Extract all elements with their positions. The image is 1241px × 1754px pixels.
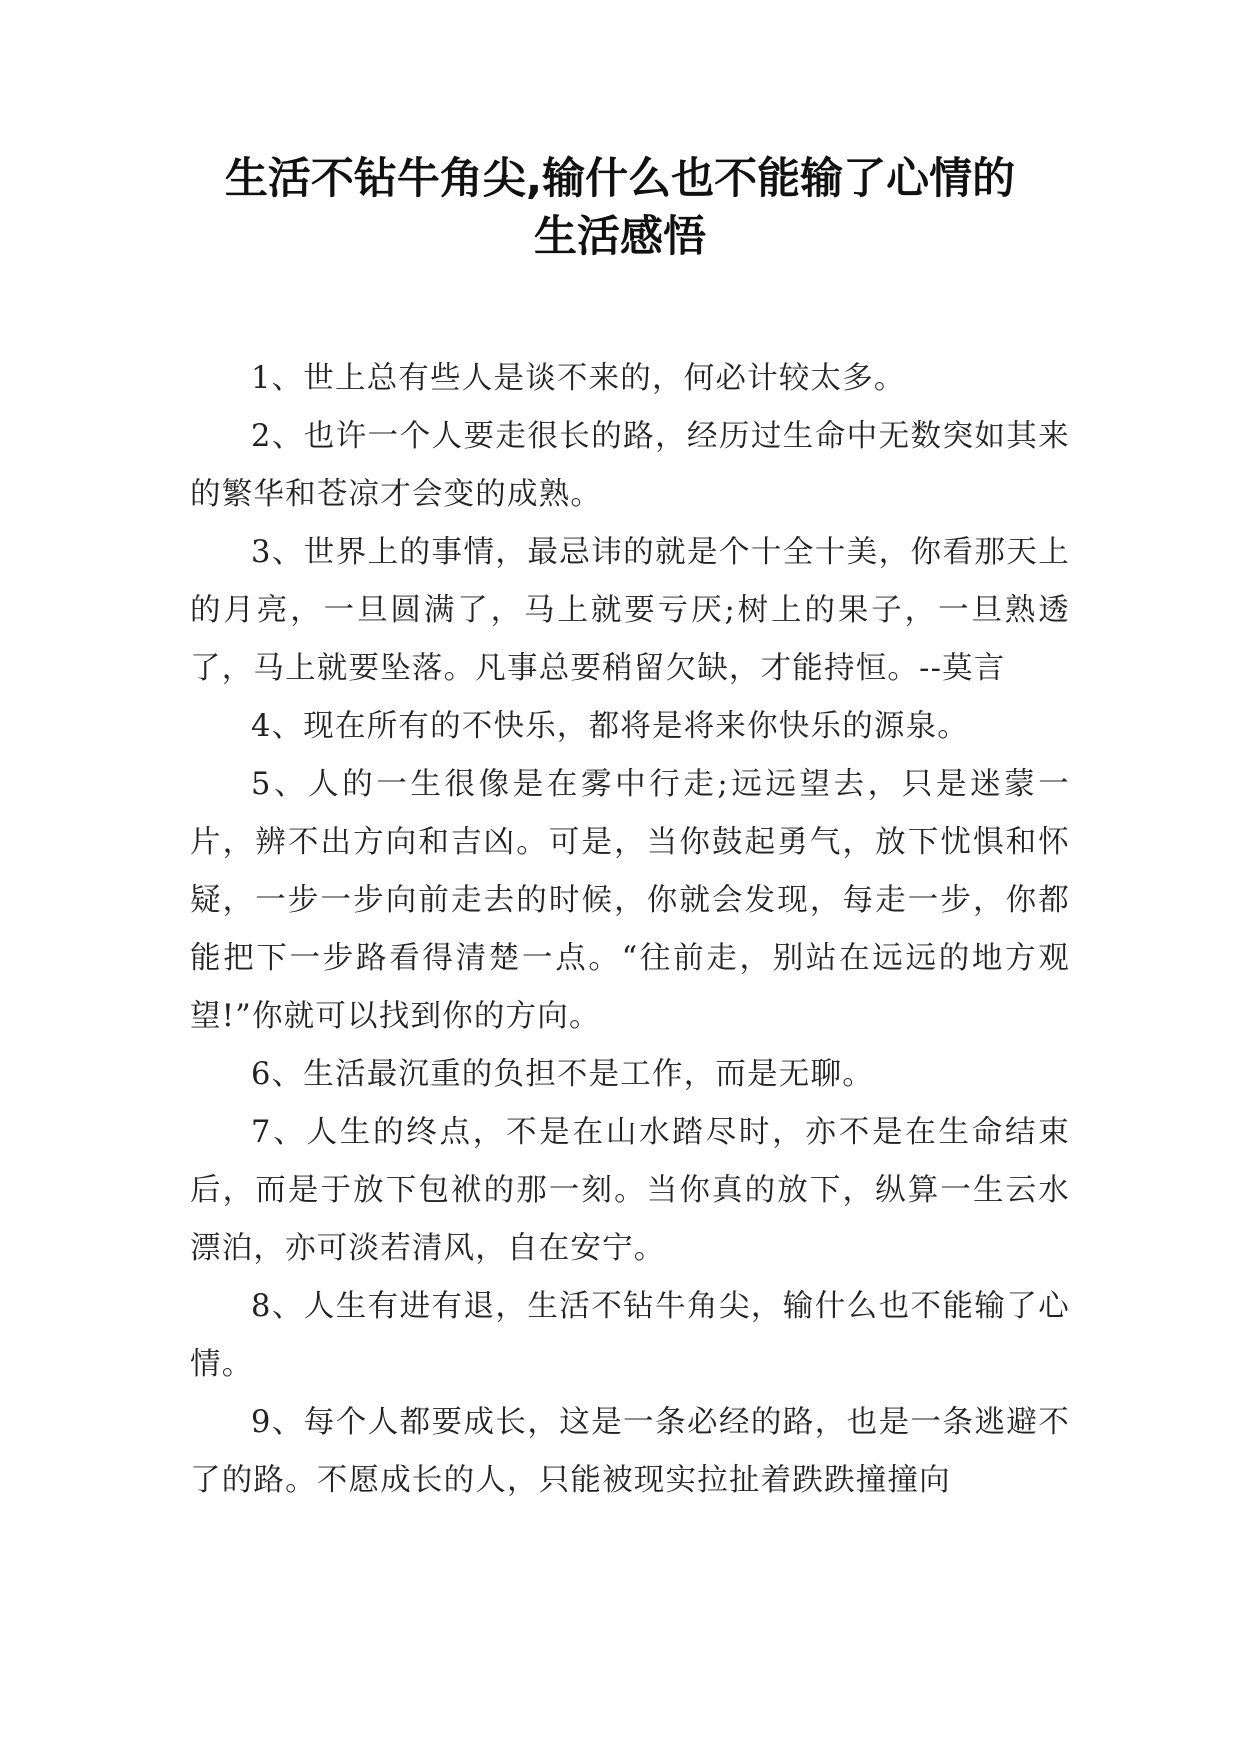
paragraph-2: 2、也许一个人要走很长的路，经历过生命中无数突如其来的繁华和苍凉才会变的成熟。	[190, 419, 1070, 512]
paragraph-6: 6、生活最沉重的负担不是工作，而是无聊。	[251, 1057, 874, 1092]
paragraph-8: 8、人生有进有退，生活不钻牛角尖，输什么也不能输了心情。	[190, 1289, 1070, 1382]
paragraph-1: 1、世上总有些人是谈不来的，何必计较太多。	[251, 361, 906, 396]
title-line-1: 生活不钻牛角尖,输什么也不能输了心情的	[224, 154, 1016, 204]
paragraph-4: 4、现在所有的不快乐，都将是将来你快乐的源泉。	[251, 709, 970, 744]
title-line-2: 生活感悟	[534, 212, 706, 262]
paragraph-3: 3、世界上的事情，最忌讳的就是个十全十美，你看那天上的月亮，一旦圆满了，马上就要亏厌;树上的果子，一旦熟透了，马上就要坠落。凡事总要稍留欠缺，才能持恒。--莫言	[190, 535, 1070, 686]
document-body	[190, 350, 1070, 1510]
paragraph-7: 7、人生的终点，不是在山水踏尽时，亦不是在生命结束后，而是于放下包袱的那一刻。当你真的放下，纵算一生云水漂泊，亦可淡若清风，自在安宁。	[190, 1115, 1070, 1266]
paragraph-9: 9、每个人都要成长，这是一条必经的路，也是一条逃避不了的路。不愿成长的人，只能被现实拉扯着跌跌撞撞向	[190, 1405, 1070, 1498]
paragraph-5: 5、人的一生很像是在雾中行走;远远望去，只是迷蒙一片，辨不出方向和吉凶。可是，当你鼓起勇气，放下忧惧和怀疑，一步一步向前走去的时候，你就会发现，每走一步，你都能把下一步路看得清楚一点。“往前走，别站在远远的地方观望!”你就可以找到你的方向。	[190, 767, 1070, 1034]
document-title	[150, 150, 1090, 266]
